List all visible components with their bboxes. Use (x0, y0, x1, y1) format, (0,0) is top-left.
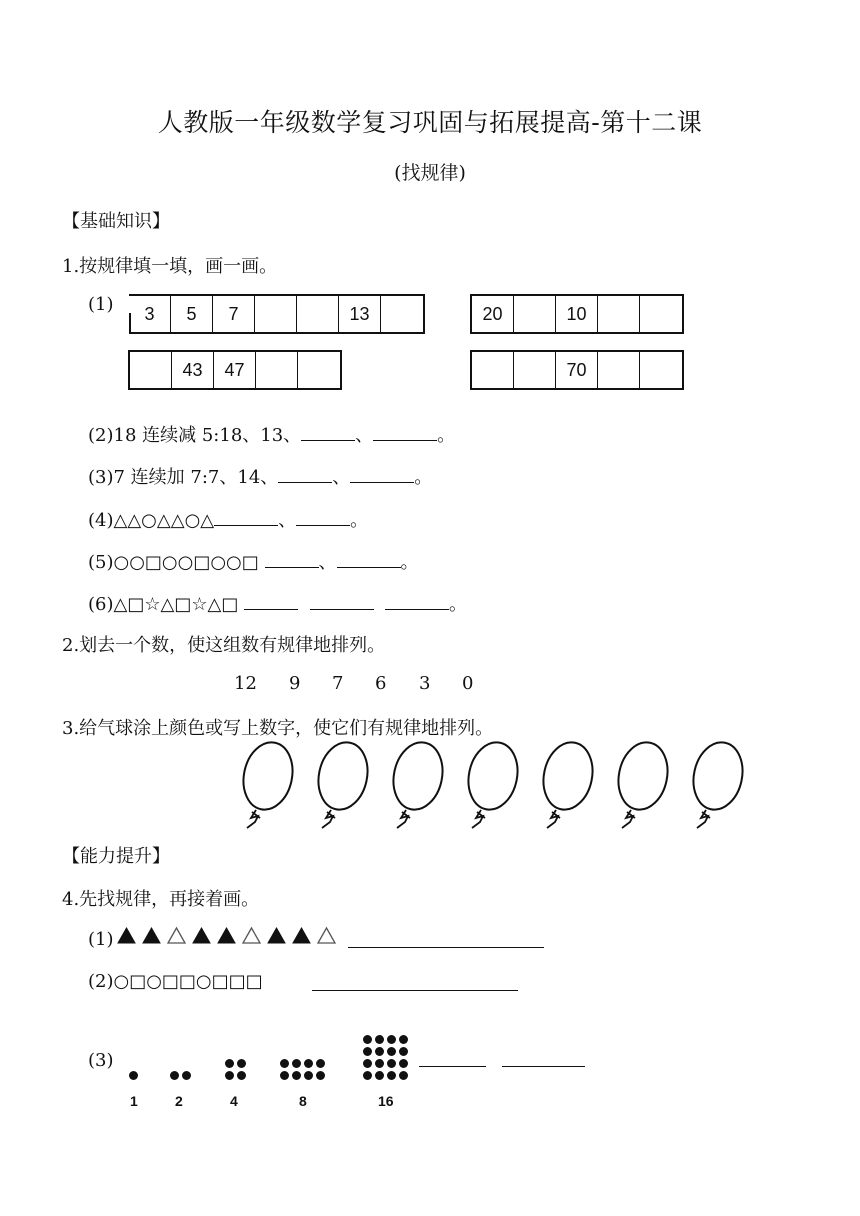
dot-icon (387, 1047, 396, 1056)
q1-part4 (88, 506, 368, 532)
dot-icon (399, 1071, 408, 1080)
dot-icon (182, 1071, 191, 1080)
dot-count-label: 1 (130, 1093, 138, 1109)
q1-part6-text: (6)△□☆△□☆△□ (88, 594, 239, 615)
dot-icon (304, 1071, 313, 1080)
dot-icon (363, 1059, 372, 1068)
sequence-number[interactable]: 12 (234, 673, 257, 694)
open-triangle-icon (243, 928, 260, 943)
grid-cell (472, 352, 514, 388)
dot-count-label: 2 (175, 1093, 183, 1109)
grid-cell (130, 352, 172, 388)
q1-part1-label: (1) (88, 294, 114, 315)
filled-triangle-icon (143, 928, 160, 943)
grid-cell: 13 (339, 296, 381, 332)
dot-icon (387, 1059, 396, 1068)
end-mark: 。 (400, 552, 419, 573)
answer-blank[interactable] (244, 593, 298, 610)
dot-icon (375, 1071, 384, 1080)
separator: 、 (318, 552, 337, 573)
dot-icon (129, 1071, 138, 1080)
grid-cell: 47 (214, 352, 256, 388)
answer-blank[interactable] (385, 593, 449, 610)
q1-part5 (88, 548, 419, 574)
end-mark: 。 (437, 425, 456, 446)
grid-cell: 5 (171, 296, 213, 332)
grid-cell (256, 352, 298, 388)
q1-part6 (88, 590, 467, 616)
grid-cell: 43 (172, 352, 214, 388)
dot-icon (375, 1035, 384, 1044)
dot-count-label: 16 (378, 1093, 394, 1109)
filled-triangle-icon (193, 928, 210, 943)
grid-cell (640, 296, 682, 332)
q1-part2-text: (2)18 连续减 5:18、13、 (88, 425, 302, 446)
grid-cell (598, 352, 640, 388)
filled-triangle-icon (118, 928, 135, 943)
balloon-icon[interactable] (237, 738, 298, 828)
q4-part2-text: (2)○□○□□○□□□ (88, 971, 263, 992)
sequence-number[interactable]: 7 (332, 673, 344, 694)
grid-cell: 7 (213, 296, 255, 332)
grid-cell (298, 352, 340, 388)
dot-icon (387, 1035, 396, 1044)
question-3-label: 3.给气球涂上颜色或写上数字，使它们有规律地排列。 (62, 718, 494, 739)
dot-icon (280, 1071, 289, 1080)
number-grid-c (128, 350, 342, 390)
answer-blank[interactable] (214, 509, 278, 526)
answer-blank[interactable] (265, 551, 319, 568)
grid-cell: 10 (556, 296, 598, 332)
dot-icon (363, 1071, 372, 1080)
answer-blank[interactable] (296, 509, 350, 526)
separator: 、 (332, 467, 351, 488)
answer-blank[interactable] (310, 593, 374, 610)
answer-line[interactable] (312, 990, 518, 991)
q4-part1-label: (1) (88, 929, 114, 950)
sequence-number[interactable]: 9 (289, 673, 301, 694)
dot-icon (280, 1059, 289, 1068)
grid-cell (297, 296, 339, 332)
dot-count-label: 8 (299, 1093, 307, 1109)
dot-icon (304, 1059, 313, 1068)
filled-triangle-icon (218, 928, 235, 943)
grid-cell (640, 352, 682, 388)
dot-icon (399, 1047, 408, 1056)
balloon-icon[interactable] (387, 738, 448, 828)
answer-blank[interactable] (373, 424, 437, 441)
section-heading-ability: 【能力提升】 (62, 846, 170, 867)
answer-blank[interactable] (278, 466, 332, 483)
grid-cell: 20 (472, 296, 514, 332)
page-title: 人教版一年级数学复习巩固与拓展提高-第十二课 (157, 108, 703, 137)
dot-icon (387, 1071, 396, 1080)
page-subtitle: (找规律) (394, 162, 466, 184)
dot-icon (375, 1047, 384, 1056)
end-mark: 。 (448, 594, 467, 615)
q1-part5-text: (5)○○□○○□○○□ (88, 552, 259, 573)
answer-blank[interactable] (301, 424, 355, 441)
q1-part3-text: (3)7 连续加 7:7、14、 (88, 467, 279, 488)
dot-icon (292, 1071, 301, 1080)
question-1-label: 1.按规律填一填，画一画。 (62, 256, 278, 277)
end-mark: 。 (414, 467, 433, 488)
grid-cell: 3 (129, 296, 171, 332)
dot-icon (363, 1047, 372, 1056)
number-grid-b (470, 294, 684, 334)
answer-line[interactable] (419, 1066, 486, 1067)
separator: 、 (278, 510, 297, 531)
dot-icon (399, 1035, 408, 1044)
open-triangle-icon (318, 928, 335, 943)
sequence-number[interactable]: 6 (375, 673, 387, 694)
grid-cell (514, 296, 556, 332)
dot-icon (292, 1059, 301, 1068)
dot-icon (399, 1059, 408, 1068)
dot-count-label: 4 (230, 1093, 238, 1109)
balloon-icon[interactable] (537, 738, 598, 828)
grid-cell (255, 296, 297, 332)
filled-triangle-icon (293, 928, 310, 943)
balloon-row (230, 738, 760, 838)
grid-a-left-edge (129, 313, 131, 334)
open-triangle-icon (168, 928, 185, 943)
dot-icon (225, 1071, 234, 1080)
end-mark: 。 (350, 510, 369, 531)
grid-cell: 70 (556, 352, 598, 388)
dot-icon (170, 1071, 179, 1080)
grid-cell (514, 352, 556, 388)
number-grid-d (470, 350, 684, 390)
q1-part4-text: (4)△△○△△○△ (88, 510, 215, 531)
dot-icon (375, 1059, 384, 1068)
section-heading-basic: 【基础知识】 (62, 211, 170, 232)
question-4-label: 4.先找规律，再接着画。 (62, 889, 260, 910)
grid-cell (598, 296, 640, 332)
question-2-label: 2.划去一个数，使这组数有规律地排列。 (62, 635, 386, 656)
balloon-icon[interactable] (687, 738, 748, 828)
sequence-number[interactable]: 3 (419, 673, 431, 694)
number-grid-a (129, 294, 425, 334)
balloon-icon[interactable] (312, 738, 373, 828)
grid-cell (381, 296, 423, 332)
triangle-pattern (116, 925, 346, 947)
dot-icon (316, 1071, 325, 1080)
dot-icon (316, 1059, 325, 1068)
balloon-icon[interactable] (462, 738, 523, 828)
answer-line[interactable] (348, 947, 544, 948)
sequence-number[interactable]: 0 (462, 673, 474, 694)
dot-icon (225, 1059, 234, 1068)
dot-icon (237, 1071, 246, 1080)
answer-blank[interactable] (337, 551, 401, 568)
q4-part3-label: (3) (88, 1050, 114, 1071)
filled-triangle-icon (268, 928, 285, 943)
q1-part3 (88, 463, 432, 489)
answer-blank[interactable] (350, 466, 414, 483)
separator: 、 (355, 425, 374, 446)
answer-line[interactable] (502, 1066, 585, 1067)
dot-icon (237, 1059, 246, 1068)
dot-icon (363, 1035, 372, 1044)
q1-part2 (88, 421, 455, 447)
balloon-icon[interactable] (612, 738, 673, 828)
